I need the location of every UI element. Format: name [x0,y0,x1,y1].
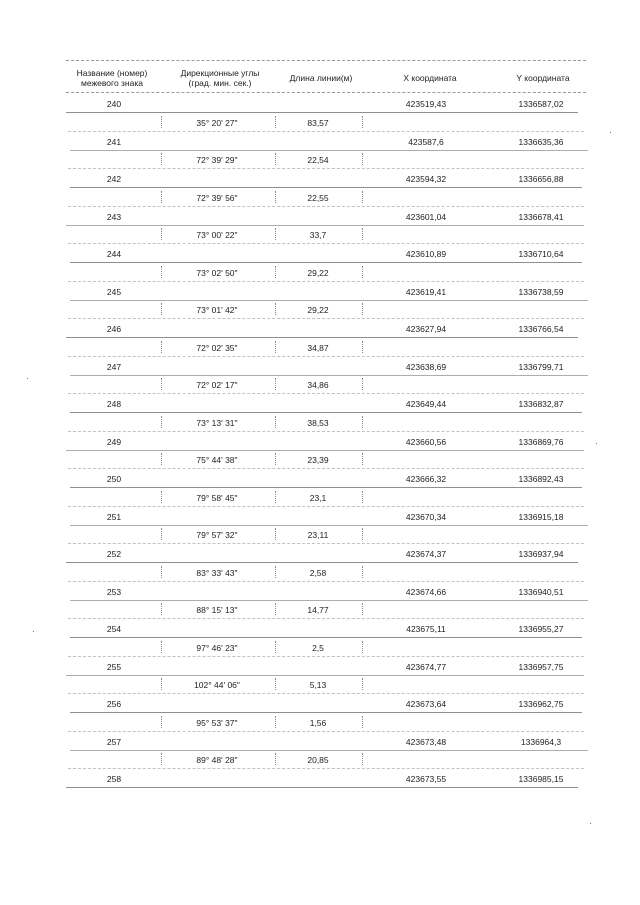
header-mark: Название (номер) межевого знака [76,68,148,88]
y-coordinate: 1336799,71 [518,361,564,372]
scan-speck [610,132,611,133]
column-divider [275,753,276,765]
line-length: 2,58 [309,567,327,578]
directional-angle: 89° 48' 28" [196,755,238,766]
x-coordinate: 423519,43 [405,99,447,109]
y-coordinate: 1336656,88 [518,174,564,184]
directional-angle: 35° 20' 27" [196,117,238,128]
row-separator [66,450,584,451]
column-divider [161,566,162,578]
row-separator [70,300,588,301]
header-x: X координата [403,73,457,83]
row-separator [70,525,588,526]
column-divider [362,266,363,278]
column-divider [275,416,276,428]
x-coordinate: 423638,69 [405,361,447,372]
x-coordinate: 423673,48 [405,736,447,747]
row-separator [68,356,584,357]
x-coordinate: 423660,56 [405,436,447,447]
row-separator [68,543,584,544]
column-divider [161,341,162,353]
y-coordinate: 1336915,18 [518,511,564,522]
row-separator [70,487,582,488]
scan-speck [33,631,34,632]
y-coordinate: 1336940,51 [518,586,564,597]
line-length: 23,1 [309,492,327,503]
header-angle: Дирекционные углы (град. мин. сек.) [180,68,260,88]
row-separator [68,318,584,319]
directional-angle: 75° 44' 38" [196,455,238,466]
column-divider [161,528,162,540]
line-length: 29,22 [307,305,329,316]
directional-angle: 95° 53' 37" [196,717,238,728]
x-coordinate: 423610,89 [405,249,447,259]
column-divider [362,528,363,540]
row-separator [70,637,582,638]
column-divider [275,603,276,615]
column-divider [362,753,363,765]
mark-number: 249 [106,436,122,447]
mark-number: 253 [106,586,122,597]
column-divider [275,116,276,128]
column-divider [275,228,276,240]
mark-number: 244 [106,249,122,259]
scan-speck [596,443,597,444]
row-separator [70,750,588,751]
y-coordinate: 1336892,43 [518,474,564,484]
y-coordinate: 1336957,75 [518,661,564,672]
x-coordinate: 423673,55 [405,774,447,784]
column-divider [362,303,363,315]
mark-number: 248 [106,399,122,409]
column-divider [161,228,162,240]
x-coordinate: 423670,34 [405,511,447,522]
row-separator [70,412,582,413]
row-separator [68,243,584,244]
y-coordinate: 1336869,76 [518,436,564,447]
line-length: 2,5 [312,642,324,653]
y-coordinate: 1336985,15 [518,774,564,784]
line-length: 20,85 [307,755,329,766]
x-coordinate: 423587,6 [408,136,444,147]
row-separator [68,131,584,132]
y-coordinate: 1336832,87 [518,399,564,409]
x-coordinate: 423673,64 [405,699,447,709]
column-divider [362,228,363,240]
y-coordinate: 1336937,94 [518,549,564,559]
y-coordinate: 1336962,75 [518,699,564,709]
y-coordinate: 1336587,02 [518,99,564,109]
row-separator [70,712,582,713]
x-coordinate: 423627,94 [405,324,447,334]
column-divider [275,191,276,203]
column-divider [362,116,363,128]
y-coordinate: 1336964,3 [520,736,562,747]
directional-angle: 79° 58' 45" [196,492,238,503]
row-separator [68,431,584,432]
line-length: 5,13 [309,680,327,691]
mark-number: 240 [106,99,122,109]
row-separator [68,206,584,207]
directional-angle: 102° 44' 06" [194,680,240,691]
row-separator [68,618,584,619]
column-divider [275,341,276,353]
mark-number: 247 [106,361,122,372]
directional-angle: 72° 39' 56" [196,192,238,203]
directional-angle: 72° 02' 17" [196,380,238,391]
column-divider [161,453,162,465]
y-coordinate: 1336678,41 [518,211,564,222]
column-divider [362,378,363,390]
header-bottom-border [66,92,586,93]
row-separator [70,375,588,376]
column-divider [275,303,276,315]
row-separator [68,581,584,582]
line-length: 34,87 [307,342,329,353]
column-divider [161,753,162,765]
column-divider [362,566,363,578]
mark-number: 241 [106,136,122,147]
column-divider [275,716,276,728]
directional-angle: 83° 33' 43" [196,567,238,578]
directional-angle: 72° 39' 29" [196,155,238,166]
column-divider [275,153,276,165]
line-length: 1,56 [309,717,327,728]
directional-angle: 73° 00' 22" [196,230,238,241]
directional-angle: 73° 01' 42" [196,305,238,316]
mark-number: 257 [106,736,122,747]
mark-number: 242 [106,174,122,184]
column-divider [362,678,363,690]
row-separator [66,562,578,563]
line-length: 29,22 [307,267,329,278]
column-divider [161,191,162,203]
column-divider [275,266,276,278]
column-divider [362,191,363,203]
line-length: 23,11 [307,530,329,541]
column-divider [362,491,363,503]
row-separator [68,393,584,394]
column-divider [275,378,276,390]
scan-speck [590,823,591,824]
row-separator [68,768,584,769]
mark-number: 251 [106,511,122,522]
column-divider [161,641,162,653]
mark-number: 254 [106,624,122,634]
x-coordinate: 423675,11 [406,624,446,634]
directional-angle: 88° 15' 13" [196,605,238,616]
header-y: Y координата [516,73,570,83]
mark-number: 250 [106,474,122,484]
mark-number: 243 [106,211,122,222]
x-coordinate: 423674,77 [405,661,447,672]
directional-angle: 73° 02' 50" [196,267,238,278]
row-separator [66,337,578,338]
line-length: 22,54 [307,155,329,166]
line-length: 33,7 [309,230,327,241]
x-coordinate: 423666,32 [405,474,447,484]
row-separator [68,281,584,282]
scan-speck [27,378,28,379]
directional-angle: 97° 46' 23" [196,642,238,653]
column-divider [362,641,363,653]
line-length: 22,55 [307,192,329,203]
column-divider [362,603,363,615]
row-separator [68,468,584,469]
column-divider [161,491,162,503]
column-divider [161,266,162,278]
line-length: 23,39 [307,455,329,466]
row-separator [68,656,584,657]
x-coordinate: 423619,41 [405,286,447,297]
x-coordinate: 423674,37 [405,549,447,559]
column-divider [161,378,162,390]
mark-number: 255 [106,661,122,672]
mark-number: 256 [106,699,122,709]
y-coordinate: 1336955,27 [518,624,564,634]
column-divider [161,678,162,690]
mark-number: 245 [106,286,122,297]
row-separator [68,693,584,694]
column-divider [275,641,276,653]
column-divider [362,153,363,165]
line-length: 34,86 [307,380,329,391]
row-separator [66,225,584,226]
column-divider [275,678,276,690]
row-separator [70,600,588,601]
column-divider [161,153,162,165]
mark-number: 258 [106,774,122,784]
row-separator [66,112,578,113]
line-length: 38,53 [307,417,329,428]
column-divider [161,603,162,615]
column-divider [161,716,162,728]
row-separator [70,150,588,151]
mark-number: 246 [106,324,122,334]
column-divider [275,566,276,578]
column-divider [275,453,276,465]
x-coordinate: 423594,32 [405,174,447,184]
directional-angle: 79° 57' 32" [196,530,238,541]
y-coordinate: 1336635,36 [518,136,564,147]
row-separator [70,187,582,188]
row-separator [66,675,584,676]
row-separator [68,731,584,732]
row-separator [68,168,584,169]
table-top-border [66,60,586,61]
directional-angle: 72° 02' 35" [196,342,238,353]
x-coordinate: 423649,44 [405,399,447,409]
column-divider [275,491,276,503]
y-coordinate: 1336766,54 [518,324,564,334]
row-separator [68,506,584,507]
row-separator [66,787,578,788]
mark-number: 252 [106,549,122,559]
line-length: 14,77 [307,605,329,616]
column-divider [161,416,162,428]
x-coordinate: 423674,66 [405,586,447,597]
column-divider [161,116,162,128]
column-divider [275,528,276,540]
y-coordinate: 1336710,64 [518,249,564,259]
column-divider [362,341,363,353]
column-divider [362,716,363,728]
directional-angle: 73° 13' 31" [196,417,238,428]
y-coordinate: 1336738,59 [518,286,564,297]
x-coordinate: 423601,04 [405,211,447,222]
column-divider [362,453,363,465]
header-length: Длина линии(м) [289,73,353,83]
line-length: 83,57 [307,117,329,128]
row-separator [70,262,582,263]
column-divider [362,416,363,428]
column-divider [161,303,162,315]
